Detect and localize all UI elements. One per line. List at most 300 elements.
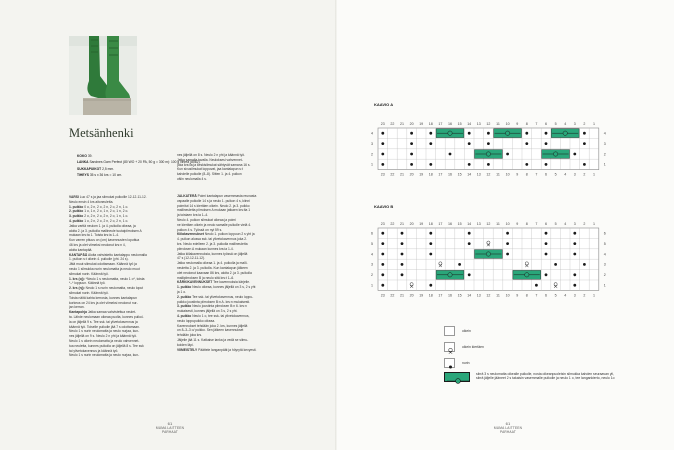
text-line-body: Jäljelle jää 11 s. Katkaise lanka ja vedä se silmu- [177,337,249,342]
text-line-body: poimitut 14 s kiertäen oikein. Neulo 2. ja 3. puikko [177,203,250,208]
text-line-label: 3. puikko [69,214,84,219]
chart-a-col-label: 17 [438,172,443,177]
chart-a-col-label: 19 [419,122,424,126]
text-line-label: VARSI [69,195,79,199]
text-line-body: neuletta 2. ja 3. puikolla. Kun kantalapun jälkeen [177,265,248,270]
text-line-body: Neulo 1. puikon loppuun 2 s yht ja [203,232,255,237]
chart-b-row-label: 3 [603,262,606,267]
text-line-body: 2 o, 2 n, 2 o, 2 n, 2 o, 1 n, 1 o. [83,214,129,219]
chart-a-col-label: 7 [535,172,538,177]
chart-b-col-label: 17 [438,222,443,226]
chart-a-col-label: 3 [573,172,576,177]
chart-b-col-label: 21 [400,293,404,298]
purl-dot-icon [381,232,384,235]
text-line-body: mallipiirroksen B ja neulo sitä krs:t 1–6. [177,275,235,280]
chart-a-title: KAAVIO A [374,102,394,107]
purl-dot-icon [545,242,548,245]
chart-b-col-label: 9 [516,293,519,298]
text-column-1 [69,195,167,358]
chart-b-col-label: 1 [593,222,595,226]
text-line-label: 3. puikko [177,304,192,309]
text-line [69,353,167,358]
dot-square-icon [444,358,455,368]
right-folio [488,421,528,434]
chart-a-col-label: 12 [486,172,491,177]
text-line-label: 2. krs (nj): [69,286,85,291]
chart-b-col-label: 14 [467,222,472,226]
purl-dot-icon [506,253,509,256]
purl-dot-icon [583,142,586,145]
text-line-label: LANKA [77,160,89,165]
chart-b-col-label: 17 [438,293,443,298]
text-line-body: tehdään joka krs. [177,333,203,338]
text-line-body: Jätä muut silmukat odottamaan. Käännä työ ja [69,262,137,267]
chart-b-col-label: 11 [496,293,500,298]
text-line-body: Jatka varttä neulom 1. ja 4. puikolla oikeaa, ja [69,223,136,228]
purl-dot-icon [506,242,509,245]
chart-a-col-label: 17 [438,122,443,126]
chart-a-col-label: 13 [476,172,481,177]
text-line-body: Neulo 1 s nurin neulomatta ja neulo nurjaa, kun- [69,329,140,334]
text-line-body: korkeus on 24 krs ja olet viimeksi neulonut nur- [69,300,138,305]
chart-a-col-label: 14 [467,122,472,126]
purl-dot-icon [401,273,404,276]
purl-dot-icon [401,242,404,245]
chart-a-col-label: 6 [545,172,547,177]
chart-b-col-label: 2 [583,222,586,226]
purl-dot-icon [573,153,576,156]
chart-b-col-label: 15 [457,293,462,298]
purl-dot-icon [545,273,548,276]
chart-b-col-label: 20 [409,222,414,226]
text-line-body: Toista näitä kahta kerrosta, kunnes kantalapun [69,295,137,300]
purl-dot-icon [401,253,404,256]
purl-dot-icon [573,242,576,245]
chart-b-col-label: 3 [573,222,576,226]
text-line-label: Kantapohja [69,310,87,315]
purl-dot-icon [525,163,528,166]
text-line-body: Neulo joustinta piirroksen B:n 6. krs:n [191,304,247,309]
pattern-title: Metsänhenki [69,126,134,140]
chart-b-col-label: 15 [457,222,462,226]
text-line-body: 39. [86,154,93,158]
chart-a-col-label: 9 [516,172,519,177]
chart-a-col-label: 21 [400,122,404,126]
text-line-label: 4. puikko [177,313,192,318]
purl-dot-icon [487,163,490,166]
chart-b-row-label: 4 [371,252,373,257]
left-folio [150,421,190,434]
text-line-label: 1. puikko [69,204,84,209]
purl-dot-icon [449,153,452,156]
chart-b-col-label: 22 [390,293,395,298]
purl-dot-icon [573,284,576,287]
chart-a-col-label: 21 [400,172,404,177]
text-line-body: Neulo 1 s nurin neulomatta, neulo loput [84,286,144,291]
chart-b-col-label: 18 [428,222,433,226]
text-line-body: Sandnes Garn Perfect (80 WO + 20 PA, 50 g = 300 m): 100 g vihreä (8062). [88,160,201,165]
purl-dot-icon [429,142,432,145]
ring-square-icon [444,342,455,352]
text-line-body: 1 o, 1 n, 2 o, 1 n, 2 o, 1 n, 2 o. [83,209,129,214]
chart-a-row-label: 1 [603,162,606,167]
text-line-body: 1. puikon s:t oikein 4. puikolle (yht. 24 s). [69,257,129,262]
cable-stitch-icon [436,129,464,138]
chart-b-row-label: 5 [371,241,373,246]
chart-a-row-label: 4 [603,131,606,136]
chart-b-col-label: 4 [564,293,567,298]
chart-a-col-label: 20 [409,122,414,126]
purl-dot-icon [573,232,576,235]
chart-b-col-label: 20 [409,293,414,298]
text-line-label: 1. krs (oj): [69,276,85,281]
text-column-2-top [177,153,273,182]
purl-dot-icon [381,163,384,166]
text-line-body: *–* loppuun. Käännä työ. [69,281,106,286]
purl-dot-icon [468,232,471,235]
text-line-label: 2. puikko [69,209,84,214]
text-line-label: KÄRKIKAVENNUKSET [177,280,213,285]
text-line-body: Neulo oikeaa, kunnes jäljellä on 3 s, 2 s yht [191,285,256,290]
text-line-body: silmukat nurin. Käännä työ. [69,271,109,276]
text-line-body: neulo loppupuikko oikeaa. [177,318,216,323]
chart-b-col-label: 13 [476,222,481,226]
legend-row [444,372,614,382]
text-line-label: VIIMEISTELY [177,347,198,352]
chart-a-col-label: 5 [554,122,557,126]
purl-dot-icon [487,132,490,135]
text-line-body: 47 s (12-12-11-12). [177,256,205,261]
text-line-label: Kiilakavennukset [177,232,204,237]
purl-dot-icon [506,153,509,156]
text-line-body: puikko joustinta piirroksen B:n A. krs:n mukaisesti. [177,299,251,304]
knitting-chart-b [364,218,618,300]
purl-dot-icon [573,253,576,256]
knitting-chart-a [364,118,618,180]
text-line-body: Päättele langanpäät ja höyrytä kevyesti. [197,347,257,352]
chart-b-col-label: 11 [496,222,500,226]
purl-dot-icon [468,163,471,166]
chart-a-row-label: 2 [371,152,373,157]
text-line-body: mukaan krs:ta 1. Toista krs:ia 1–4. [69,233,119,238]
text-line-body: ja toistaen krs:ia 1–4. [177,213,209,218]
text-line [77,172,175,178]
chart-b-col-label: 19 [419,222,424,226]
cable-stitch-icon [436,270,464,279]
purl-dot-icon [381,273,384,276]
chart-a-col-label: 4 [564,172,567,177]
chart-b-col-label: 16 [448,293,452,298]
purl-dot-icon [429,242,432,245]
chart-a-col-label: 9 [516,122,519,126]
text-line-label: 2. puikko [177,294,192,299]
text-line-body: Neulo 1 o, tee ssk- tai ylivetokavennus, [191,313,250,318]
purl-dot-icon [401,232,404,235]
chart-b-row-label: 6 [371,231,373,236]
text-line-body: koiden läpi. [177,342,194,347]
chart-b-col-label: 6 [545,293,547,298]
text-line-body: mukaisesti, kunnes jäljellä on 3 s, 2 s yht. [177,309,238,314]
chart-a-row-label: 2 [603,152,606,157]
chart-b-row-label: 3 [371,262,373,267]
cable-icon [444,372,470,382]
chart-a-row-label: 4 [371,131,373,136]
purl-dot-icon [468,142,471,145]
chart-b-col-label: 23 [380,293,385,298]
text-line-body: Kavennukset tehdään joka 2. krs, kunnes jäljellä [177,323,248,328]
text-line-body: Kun varren pituus on (cm) kavennusten loputtua [69,238,140,243]
chart-a-col-label: 23 [380,122,385,126]
text-line-body: ne kiertäen oikein ja neulo samalle puikolle vielä 4. [177,222,252,227]
folio-text: MUMA LAITTEEN PARHAAT [155,426,185,434]
chart-b-row-label: 5 [603,241,606,246]
chart-b-col-label: 12 [486,293,491,298]
chart-a-col-label: 5 [554,172,557,177]
chart-b-col-label: 13 [476,293,481,298]
text-line-body: 4. puikon alussa ssk. tai ylivetokavennus joka 2. [177,237,248,242]
chart-a-col-label: 18 [428,172,433,177]
text-line-body: Jatka samaa vahvistettua neulet- [86,310,137,315]
legend-text: nurin [462,361,470,365]
purl-dot-icon [573,273,576,276]
chart-b-row-label: 2 [371,273,373,278]
chart-b-col-label: 1 [593,293,595,298]
chart-a-col-label: 14 [467,172,472,177]
chart-b-col-label: 2 [583,293,586,298]
chart-b-col-label: 7 [535,222,538,226]
chart-b-title: KAAVIO B [374,204,394,209]
purl-dot-icon [458,263,461,266]
chart-a-col-label: 7 [535,122,538,126]
text-line-body: aloita 2. ja 3. puikolla mallineule tuutaipiirroksen A [69,228,142,233]
purl-dot-icon [410,153,413,156]
text-line-body: nes jäljellä on 9 s. Neulo 2 n yht ja käännä työ. [69,334,137,339]
purl-dot-icon [410,163,413,166]
text-line-label: SUKKAPUIKOT [77,166,102,171]
chart-b-col-label: 8 [525,222,528,226]
text-line-label: KOKO [77,154,87,158]
purl-dot-icon [468,273,471,276]
chart-a-col-label: 20 [409,172,414,177]
purl-dot-icon [545,163,548,166]
purl-dot-icon [410,142,413,145]
chart-a-col-label: 10 [505,122,510,126]
purl-dot-icon [554,263,557,266]
chart-b-col-label: 14 [467,293,472,298]
chart-a-col-label: 2 [583,122,586,126]
chart-a-row-label: 3 [603,141,606,146]
text-line-label: TIHEYS [77,173,89,178]
text-line-body: Jatka neulomalla oikeaa 1. ja 4. puikolla ja malli- [177,261,248,266]
text-line-body: olet neulonut kaavaan 86 krs, aloita 2. ja 3. puikolla [177,270,252,275]
page-number: 61 [505,421,511,426]
text-line [177,348,273,353]
text-line-body: Neulo 1 s nurin neulomatta ja neulo nurjaa, kun- [69,353,140,358]
text-line-body: *Neulo 1 s neulomatta, neulo 1 o*, toista [84,276,145,281]
cable-stitch-icon [513,270,541,279]
purl-dot-icon [429,232,432,235]
chart-a-col-label: 23 [380,172,385,177]
socks-photo [69,36,137,115]
purl-dot-icon [545,132,548,135]
text-line-body: nes jäljellä on 8 s. Neulo 2 n yht ja käännä työ. [177,153,245,157]
text-line-body: Tee kavennuksia kärjelle. [212,280,250,285]
chart-a-col-label: 22 [390,122,395,126]
text-line-body: 1 o, 2 n, 2 o, 2 n, 2 o, 2 n, 1 o. [83,218,129,223]
chart-a-row-label: 3 [371,141,373,146]
purl-dot-icon [545,253,548,256]
chart-a-col-label: 1 [593,122,595,126]
purl-dot-icon [506,232,509,235]
text-line-body: Luo 47 s ja jaa silmukat puikoille 12-12-11-12. [78,195,147,199]
text-line-body: vapaalle puikolle 14 s ja neulo 1. puikon 4 s, kiinni [177,198,250,203]
folio-text: MUMA LAITTEEN PARHAAT [493,426,523,434]
chart-b-col-label: 9 [516,222,519,226]
chart-a-col-label: 8 [525,172,528,177]
purl-dot-icon [429,284,432,287]
chart-a-col-label: 2 [583,172,586,177]
text-line-body: käännä työ. Toiselle puikolle jää 7 s odottamaan. [69,324,140,329]
legend-text: oikein kiertäen [462,345,484,349]
chart-a-col-label: 18 [428,122,433,126]
chart-a-col-label: 1 [593,172,595,177]
purl-dot-icon [525,132,528,135]
text-line-body: 46 krs ja olet viimeksi neulonut krs:n 4, [69,242,126,247]
purl-dot-icon [429,163,432,166]
purl-dot-icon [535,284,538,287]
text-line-body: välin neulomalla 4 s. [177,176,207,181]
chart-b-col-label: 19 [419,293,424,298]
chart-b-col-label: 4 [564,222,567,226]
chart-a-col-label: 22 [390,172,395,177]
chart-b-col-label: 6 [545,222,547,226]
purl-dot-icon [381,242,384,245]
text-line-body: ja 1 o. [177,289,186,294]
text-line-body: joka krs:lla ja keskisilmukat sähtyvät samana 16 s. [177,162,251,167]
text-line-body: tua neuletta, kunnes puikolla on jäljellä 8 s. Tee ssk [69,343,144,348]
text-line-body: mallineuletta piirroksen A mukaan jatkaen krs:lta 1 [177,208,251,213]
green-socks-image [69,36,137,115]
chart-b-col-label: 5 [554,293,557,298]
cable-stitch-icon [542,150,570,159]
chart-b-col-label: 16 [448,222,452,226]
text-line-body: kahdelle puikolle (8–8). Sitten 1. ja 4. puikon [177,172,242,177]
text-line-label: 4. puikko [69,218,84,223]
purl-dot-icon [381,153,384,156]
purl-dot-icon [401,263,404,266]
cable-stitch-icon [475,250,503,259]
chart-a-col-label: 16 [448,172,452,177]
text-line-body: Neulo ensin 4 krs aitoneuletta. [69,199,114,204]
text-line-body: Kun sivusilmukat loppuvat, jaa kantalapun s:t [177,167,243,172]
chart-a-col-label: 8 [525,122,528,126]
purl-dot-icon [429,132,432,135]
text-line [177,177,273,182]
spec-block [77,153,201,179]
text-line-label: JALKATERÄ [177,194,197,198]
chart-a-row-label: 1 [371,162,373,167]
purl-dot-icon [381,253,384,256]
chart-b-col-label: 18 [428,293,433,298]
chart-b-col-label: 3 [573,293,576,298]
purl-dot-icon [468,132,471,135]
chart-a-col-label: 19 [419,172,424,177]
chart-a-col-label: 11 [496,122,500,126]
text-line-body: aloita kantapää. [69,247,93,252]
chart-a-col-label: 15 [457,122,462,126]
text-line-body: 35 s x 36 krs = 10 cm. [88,173,123,178]
chart-b-row-label: 4 [603,252,606,257]
chart-b-row-label: 2 [603,273,606,278]
purl-dot-icon [381,142,384,145]
text-line-body: 0 o, 2 n, 2 o, 2 n, 2 o, 2 n, 1 o. [83,204,129,209]
purl-dot-icon [410,132,413,135]
text-line-body: Poimi kantalapun vasemmasta reunasta [196,194,257,198]
chart-b-row-label: 6 [603,231,606,236]
purl-dot-icon [381,263,384,266]
text-column-2 [177,194,273,352]
legend-row [444,358,614,368]
text-line-label: 1. puikko [177,285,192,290]
text-line-body: ta. Lähde neulomaan oikeaa puolta, kunnes puikol- [69,314,144,319]
purl-dot-icon [545,232,548,235]
chart-b-col-label: 21 [400,222,404,226]
text-line [77,159,201,165]
legend-row [444,326,614,336]
chart-b-col-label: 10 [505,222,510,226]
cable-stitch-icon [475,150,503,159]
chart-a-col-label: 6 [545,122,547,126]
purl-dot-icon [381,284,384,287]
text-line-body: Jatka samalla tavalla. Neuloksesi vahvennet- [177,157,243,162]
chart-a-col-label: 16 [448,122,452,126]
purl-dot-icon [583,132,586,135]
chart-b-col-label: 12 [486,222,491,226]
purl-dot-icon [545,142,548,145]
chart-b-col-label: 8 [525,293,528,298]
text-line-body: Aloita vahvistettu kantalappu neulomalla [87,252,147,257]
text-line-body: krs. Neulo edelleen 2. ja 3. puikolla mallineuletta [177,241,248,246]
cable-stitch-icon [494,129,522,138]
chart-a-col-label: 3 [573,122,576,126]
chart-a-col-label: 13 [476,122,481,126]
chart-b-col-label: 23 [380,222,385,226]
text-line-body: Jatka kiilakavennuksia, kunnes työssä on jäljellä [177,251,248,256]
chart-a-col-label: 11 [496,172,500,177]
chart-a-col-label: 10 [505,172,510,177]
text-line-body: jan kerran. [69,305,85,310]
text-line-body: Neulo 1 s oikein neulomatta ja neulo vahvennet- [69,338,140,343]
text-line-body: Tee ssk- tai ylivetokavennus, neulo loppu- [191,294,254,299]
chart-a-col-label: 12 [486,122,491,126]
purl-dot-icon [381,132,384,135]
cable-stitch-icon [551,129,579,138]
legend-row [444,342,614,352]
purl-dot-icon [429,253,432,256]
purl-dot-icon [468,242,471,245]
text-line-body: neulo 1 silmukka nurin neulomatta ja neulo muut [69,266,140,271]
text-line-body: Neulo 4. puikon silmukat oikeaa ja poimi [177,217,236,222]
chart-a-col-label: 4 [564,122,567,126]
text-line-body: puikon 4 s. Työssä on nyt 59 s. [177,227,223,232]
chart-b-row-label: 1 [371,283,373,288]
chart-b-col-label: 10 [505,293,510,298]
text-line-body: on 8–3–3 o/ puikko. Sen jälkeen kavennukset [177,328,244,333]
text-line-body: la on jäljellä 9 s. Tee ssk. tai ylivetokavennus ja [69,319,138,324]
legend-text: siirrä 3 s neulomatta oikealle puikolle, nosta oikeanpuoleisin silmukka kahden seuraavan yli, siirrä jäljelle jääneet 2 s takaisin vasemmalle puikolle ja neulo 1 o, tee langankierto, neulo 1o [476,372,615,380]
chart-b-col-label: 22 [390,222,395,226]
chart-b-col-label: 5 [554,222,557,226]
